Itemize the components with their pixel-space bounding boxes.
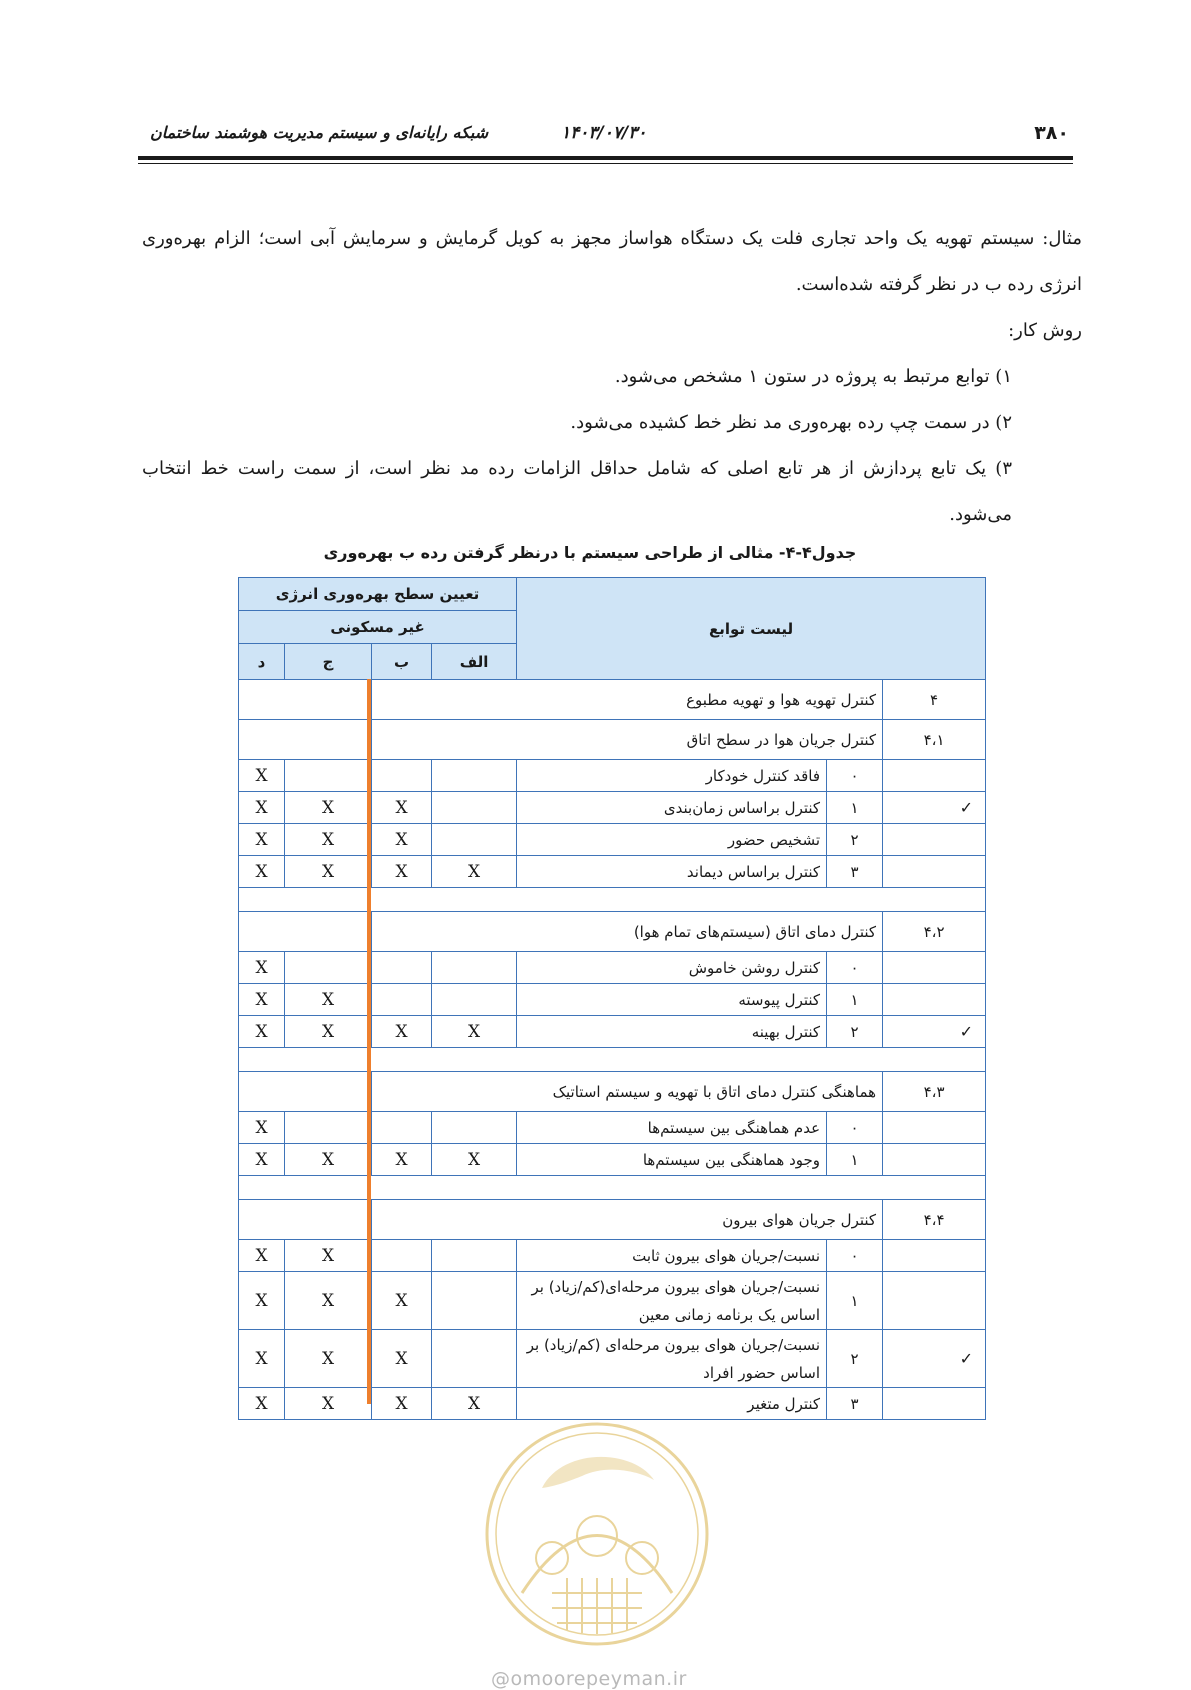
mark-class-alef [432,760,517,792]
mark-class-d: X [239,792,285,824]
mark-class-j: X [285,1240,372,1272]
group-blank-cell [239,720,372,760]
selected-check [883,1144,986,1176]
function-index: ۱ [827,984,883,1016]
mark-class-b: X [372,1272,432,1330]
mark-class-b [372,760,432,792]
mark-class-b [372,1112,432,1144]
table-row [239,1272,986,1330]
selected-class-line [367,679,371,1404]
selected-check [883,984,986,1016]
selected-check: ✓ [883,1330,986,1388]
group-blank-cell [239,680,372,720]
mark-class-d: X [239,1016,285,1048]
selected-check [883,1240,986,1272]
table-row [239,952,986,984]
group-blank-cell [239,1072,372,1112]
function-label: نسبت/جریان هوای بیرون مرحله‌ای (کم/زیاد) بر اساس حضور افراد [517,1330,827,1388]
mark-class-d: X [239,760,285,792]
table-spacer-row [239,1048,986,1072]
function-index: ۲ [827,1016,883,1048]
table-group-row [239,1200,986,1240]
header-class-alef: الف [432,644,517,680]
table-row [239,1388,986,1420]
function-label: کنترل متغیر [517,1388,827,1420]
selected-check [883,1272,986,1330]
selected-check [883,1112,986,1144]
table-body [239,680,986,1420]
mark-class-j: X [285,1388,372,1420]
mark-class-alef [432,1330,517,1388]
function-index: ۰ [827,952,883,984]
mark-class-b: X [372,824,432,856]
selected-check [883,856,986,888]
mark-class-d: X [239,1240,285,1272]
function-label: وجود هماهنگی بین سیستم‌ها [517,1144,827,1176]
group-label: کنترل جریان هوای بیرون [372,1200,883,1240]
table-row [239,760,986,792]
function-label: تشخیص حضور [517,824,827,856]
function-index: ۰ [827,760,883,792]
mark-class-alef [432,952,517,984]
mark-class-j [285,1112,372,1144]
group-number: ۴ [883,680,986,720]
selected-check: ✓ [883,792,986,824]
spacer-cell [239,1176,986,1200]
function-label: کنترل روشن خاموش [517,952,827,984]
mark-class-b [372,952,432,984]
header-title: شبکه رایانه‌ای و سیستم مدیریت هوشمند ساختمان [150,123,489,142]
header-class-b: ب [372,644,432,680]
spacer-cell [239,888,986,912]
table-group-row [239,720,986,760]
table-row [239,792,986,824]
table-group-row [239,1072,986,1112]
selected-check: ✓ [883,1016,986,1048]
mark-class-j: X [285,984,372,1016]
table-group-row [239,912,986,952]
table-row [239,1112,986,1144]
mark-class-d: X [239,1388,285,1420]
mark-class-alef [432,824,517,856]
mark-class-alef: X [432,1144,517,1176]
body-text [142,216,1082,538]
mark-class-j: X [285,856,372,888]
table-row [239,824,986,856]
watermark-site: @omoorepeyman.ir [491,1668,687,1690]
header-class-j: ج [285,644,372,680]
function-index: ۰ [827,1112,883,1144]
mark-class-alef [432,1272,517,1330]
page-number: ۳۸۰ [1034,122,1069,144]
table-group-row [239,680,986,720]
mark-class-j: X [285,1272,372,1330]
table-spacer-row [239,1176,986,1200]
header-energy-level: تعیین سطح بهره‌وری انرژی [239,578,517,611]
group-blank-cell [239,1200,372,1240]
function-label: عدم هماهنگی بین سیستم‌ها [517,1112,827,1144]
mark-class-d: X [239,952,285,984]
mark-class-d: X [239,1272,285,1330]
function-label: کنترل براساس دیماند [517,856,827,888]
group-number: ۴،۴ [883,1200,986,1240]
mark-class-j: X [285,824,372,856]
bacs-design-table [238,577,986,1420]
selected-check [883,824,986,856]
mark-class-b: X [372,1144,432,1176]
header-date: ۱۴۰۳/۰۷/۳۰ [561,123,647,143]
table-caption: جدول۴-۴- مثالی از طراحی سیستم با درنظر گرفتن رده ب بهره‌وری [323,543,857,562]
group-label: کنترل تهویه هوا و تهویه مطبوع [372,680,883,720]
mark-class-d: X [239,824,285,856]
group-number: ۴،۱ [883,720,986,760]
method-title: روش کار: [1008,320,1082,341]
mark-class-b: X [372,792,432,824]
function-label: کنترل بهینه [517,1016,827,1048]
table-row [239,1144,986,1176]
mark-class-d: X [239,1112,285,1144]
mark-class-d: X [239,1144,285,1176]
group-blank-cell [239,912,372,952]
mark-class-alef: X [432,1016,517,1048]
function-label: فاقد کنترل خودکار [517,760,827,792]
mark-class-j: X [285,1016,372,1048]
table-row [239,1330,986,1388]
table-row [239,1016,986,1048]
function-label: نسبت/جریان هوای بیرون مرحله‌ای(کم/زیاد) بر اساس یک برنامه زمانی معین [517,1272,827,1330]
group-number: ۴،۲ [883,912,986,952]
mark-class-j [285,952,372,984]
group-label: هماهنگی کنترل دمای اتاق با تهویه و سیستم استاتیک [372,1072,883,1112]
mark-class-j [285,760,372,792]
mark-class-alef [432,984,517,1016]
mark-class-d: X [239,984,285,1016]
function-index: ۲ [827,1330,883,1388]
step-2: ۲) در سمت چپ رده بهره‌وری مد نظر خط کشیده می‌شود. [570,412,1012,433]
selected-check [883,1388,986,1420]
mark-class-alef [432,1112,517,1144]
step-3: ۳) یک تابع پردازش از هر تابع اصلی که شامل حداقل الزامات رده مد نظر است، از سمت راست خط انتخاب می‌شود. [142,458,1012,525]
mark-class-b [372,984,432,1016]
function-index: ۱ [827,1272,883,1330]
function-index: ۱ [827,792,883,824]
mark-class-b: X [372,1016,432,1048]
step-1: ۱) توابع مرتبط به پروژه در ستون ۱ مشخص می‌شود. [614,366,1012,387]
table-row [239,1240,986,1272]
example-paragraph: مثال: سیستم تهویه یک واحد تجاری فلت یک دستگاه هواساز مجهز به کویل گرمایش و سرمایش آبی است؛ الزام بهره‌وری انرژی رده ب در نظر گرفته شده‌است. [142,228,1082,295]
table-row [239,856,986,888]
mark-class-alef [432,1240,517,1272]
table-row [239,984,986,1016]
function-label: نسبت/جریان هوای بیرون ثابت [517,1240,827,1272]
mark-class-b: X [372,1388,432,1420]
function-label: کنترل پیوسته [517,984,827,1016]
mark-class-j: X [285,792,372,824]
mark-class-alef [432,792,517,824]
function-label: کنترل براساس زمان‌بندی [517,792,827,824]
group-label: کنترل جریان هوا در سطح اتاق [372,720,883,760]
mark-class-j: X [285,1330,372,1388]
mark-class-b: X [372,1330,432,1388]
table-spacer-row [239,888,986,912]
page-header [138,118,1073,148]
spacer-cell [239,1048,986,1072]
mark-class-b: X [372,856,432,888]
function-index: ۳ [827,1388,883,1420]
header-function-list: لیست توابع [517,578,986,680]
function-index: ۲ [827,824,883,856]
header-class-d: د [239,644,285,680]
mark-class-d: X [239,856,285,888]
mark-class-alef: X [432,1388,517,1420]
group-label: کنترل دمای اتاق (سیستم‌های تمام هوا) [372,912,883,952]
header-rule-thin [138,163,1073,164]
mark-class-alef: X [432,856,517,888]
mark-class-b [372,1240,432,1272]
watermark-logo [482,1418,712,1650]
selected-check [883,760,986,792]
function-index: ۱ [827,1144,883,1176]
mark-class-j: X [285,1144,372,1176]
header-non-residential: غیر مسکونی [239,611,517,644]
header-rule-thick [138,156,1073,160]
mark-class-d: X [239,1330,285,1388]
selected-check [883,952,986,984]
group-number: ۴،۳ [883,1072,986,1112]
function-index: ۰ [827,1240,883,1272]
function-index: ۳ [827,856,883,888]
